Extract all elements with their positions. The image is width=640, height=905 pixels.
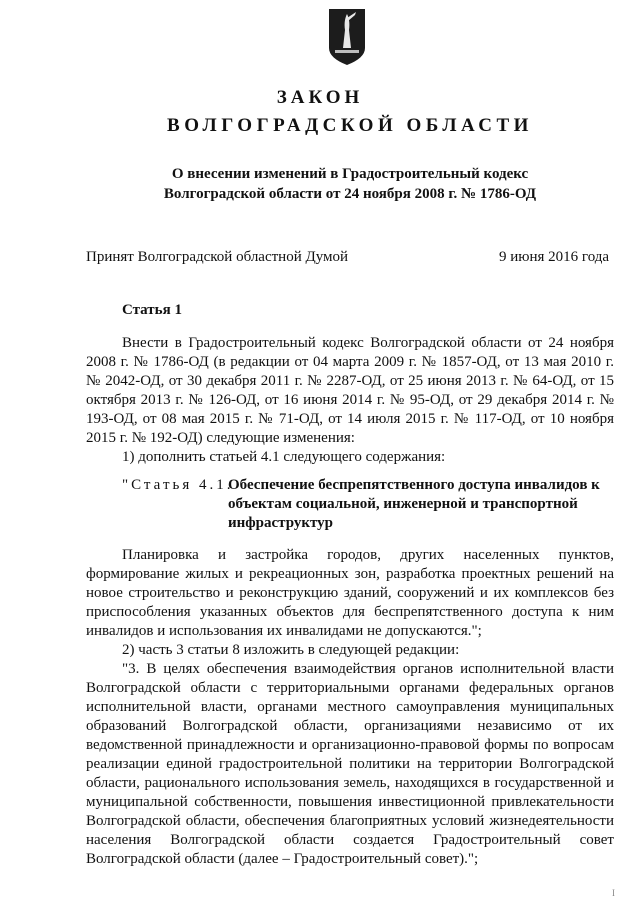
amendment-item-2: 2) часть 3 статьи 8 изложить в следующей редакции: — [122, 642, 460, 658]
law-subtitle — [0, 164, 640, 204]
subtitle-line-1: О внесении изменений в Градостроительный кодекс — [171, 166, 529, 182]
article-4-1-label: "Статья 4.1. — [122, 477, 234, 493]
law-title: ЗАКОН — [276, 87, 364, 108]
subtitle-line-2: Волгоградской области от 24 ноября 2008 г. № 1786-ОД — [163, 186, 537, 202]
page-mark: I — [612, 888, 615, 898]
adoption-date: 9 июня 2016 года — [499, 249, 610, 265]
adopted-by: Принят Волгоградской областной Думой — [86, 249, 349, 265]
region-title: ВОЛГОГРАДСКОЙ ОБЛАСТИ — [167, 115, 533, 136]
article-heading: Статья 1 — [122, 302, 182, 318]
part-3-text: "3. В целях обеспечения взаимодействия органов исполнительной власти Волгоградской области с территориальными органами федеральных органов исполнительной власти, органами местного самоуправления муниципальных образований Волгоградской области, организациями независимо от их ведомственной принадлежности и организационно-правовой формы по вопросам реализации единой градостроительной политики на территории Волгоградской области, рационального использования земель, находящихся в государственной и муниципальной собственности, повышения инвестиционной привлекательности Волгоградской области, обеспечения благоприятных условий жизнедеятельности населения Волгоградской области создается Градостроительный совет Волгоградской области (далее – Градостроительный совет)."; — [86, 661, 614, 867]
article-intro-paragraph: Внести в Градостроительный кодекс Волгоградской области от 24 ноября 2008 г. № 1786-ОД (в редакции от 04 марта 2009 г. № 1857-ОД, от 13 мая 2010 г. № 2042-ОД, от 30 декабря 2011 г. № 2287-ОД, от 25 июня 2013 г. № 64-ОД, от 15 октября 2013 г. № 126-ОД, от 16 июня 2014 г. № 95-ОД, от 29 декабря 2014 г. № 193-ОД, от 08 мая 2015 г. № 71-ОД, от 14 июля 2015 г. № 117-ОД, от 10 ноября 2015 г. № 192-ОД) следующие изменения: — [86, 335, 614, 446]
coat-of-arms-icon — [328, 8, 366, 66]
article-4-1-text: Планировка и застройка городов, других населенных пунктов, формирование жилых и рекреационных зон, разработка проектных решений на новое строительство и реконструкцию зданий, сооружений и их комплексов без приспособления указанных объектов для беспрепятственного доступа к ним инвалидов и использования их инвалидами не допускаются."; — [86, 547, 614, 639]
amendment-item-1: 1) дополнить статьей 4.1 следующего содержания: — [122, 449, 446, 465]
article-4-1-title: Обеспечение беспрепятственного доступа инвалидов к объектам социальной, инженерной и транспортной инфраструктур — [228, 477, 600, 531]
